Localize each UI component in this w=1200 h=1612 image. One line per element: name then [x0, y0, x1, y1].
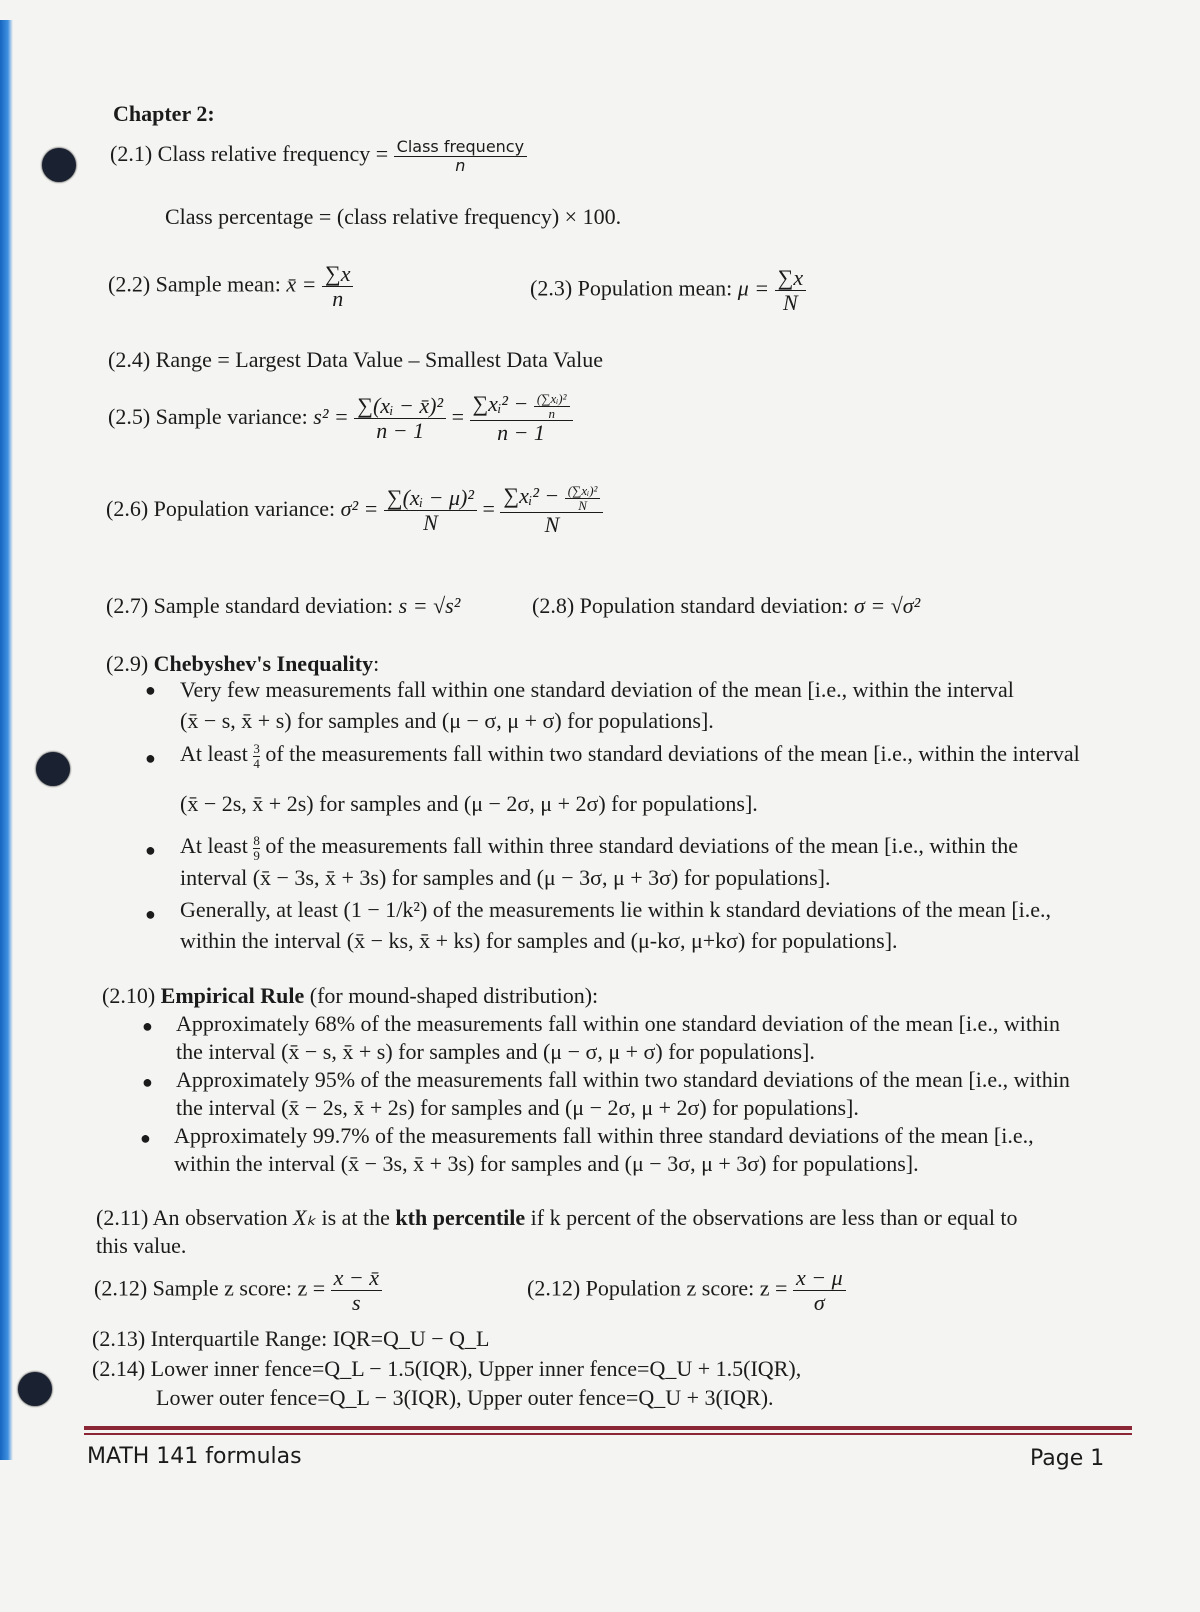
cheb-4-line-2: within the interval (x̄ − ks, x̄ + ks) for samples and (μ-kσ, μ+kσ) for populations]. [180, 928, 898, 953]
formula-2-11-line-2: this value. [96, 1233, 187, 1258]
formula-2-11-line-1: (2.11) An observation Xₖ is at the kth percentile if k percent of the observations are less than or equal to [96, 1205, 1018, 1230]
emp-2-line-1: Approximately 95% of the measurements fall within two standard deviations of the mean [i.e., within [176, 1067, 1070, 1092]
punch-hole-bottom [18, 1372, 52, 1406]
formula-2-10-heading: (2.10) Empirical Rule (for mound-shaped distribution): [102, 983, 599, 1008]
footer-title: MATH 141 formulas [87, 1444, 302, 1469]
cheb-3-line-2: interval (x̄ − 3s, x̄ + 3s) for samples and (μ − 3σ, μ + 3σ) for populations]. [180, 865, 831, 890]
formula-2-2: (2.2) Sample mean: x̄ = $\frac{\sum x}{n}$ [108, 262, 353, 311]
formula-2-8: (2.8) Population standard deviation: σ = √σ² [532, 593, 921, 618]
cheb-1-line-2: (x̄ − s, x̄ + s) for samples and (μ − σ, μ + σ) for populations]. [180, 708, 714, 733]
emp-2-line-2: the interval (x̄ − 2s, x̄ + 2s) for samples and (μ − 2σ, μ + 2σ) for populations]. [176, 1095, 859, 1120]
formula-2-12-population: (2.12) Population z score: z = $\frac{x - \mu}{\sigma}$ [527, 1266, 846, 1315]
formula-2-12-sample: (2.12) Sample z score: z = $\frac{x - x̄}{s}$ [94, 1266, 382, 1315]
bullet-icon: ● [145, 904, 156, 924]
formula-2-5: (2.5) Sample variance: s² = $\frac{\text{∑(xᵢ − x̄)²}}{n - 1}$ = ∑xᵢ² − $\frac{\text{(∑xᵢ)²}}{n}$ n − 1 [108, 392, 573, 445]
footer-rule-thick [84, 1426, 1132, 1430]
footer-rule-thin [84, 1433, 1132, 1435]
cheb-3-line-1: At least $\frac{8}{9}$ of the measurements fall within three standard deviations of the mean [i.e., within the [180, 833, 1018, 863]
cheb-1-line-1: Very few measurements fall within one standard deviation of the mean [i.e., within the interval [180, 677, 1014, 702]
formula-2-14-line-1: (2.14) Lower inner fence=Q_L − 1.5(IQR), Upper inner fence=Q_U + 1.5(IQR), [92, 1356, 802, 1381]
formula-class-percentage: Class percentage = (class relative frequency) × 100. [165, 204, 622, 229]
formula-2-14-line-2: Lower outer fence=Q_L − 3(IQR), Upper outer fence=Q_U + 3(IQR). [156, 1385, 774, 1410]
bullet-icon: ● [142, 1072, 153, 1092]
formula-2-4: (2.4) Range = Largest Data Value – Smallest Data Value [108, 347, 604, 372]
bullet-icon: ● [140, 1128, 151, 1148]
emp-1-line-2: the interval (x̄ − s, x̄ + s) for samples and (μ − σ, μ + σ) for populations]. [176, 1039, 815, 1064]
punch-hole-top [42, 148, 76, 182]
binder-edge [0, 20, 13, 1460]
bullet-icon: ● [145, 840, 156, 860]
cheb-4-line-1: Generally, at least (1 − 1/k²) of the measurements lie within k standard deviations of the mean [i.e., [180, 897, 1052, 922]
formula-2-7: (2.7) Sample standard deviation: s = √s² [106, 593, 461, 618]
formula-2-1: (2.1) Class relative frequency = $\frac{\text{Class frequency}}{n}$ [110, 138, 527, 174]
emp-3-line-2: within the interval (x̄ − 3s, x̄ + 3s) for samples and (μ − 3σ, μ + 3σ) for populations]. [174, 1151, 919, 1176]
formula-2-3: (2.3) Population mean: μ = $\frac{\sum x}{N}$ [530, 266, 806, 315]
cheb-2-line-2: (x̄ − 2s, x̄ + 2s) for samples and (μ − 2σ, μ + 2σ) for populations]. [180, 791, 758, 816]
bullet-icon: ● [145, 748, 156, 768]
page-number: Page 1 [1030, 1446, 1105, 1471]
formula-2-9-heading: (2.9) Chebyshev's Inequality: [106, 651, 380, 676]
emp-3-line-1: Approximately 99.7% of the measurements fall within three standard deviations of the mean [i.e., [174, 1123, 1034, 1148]
bullet-icon: ● [142, 1016, 153, 1036]
cheb-2-line-1: At least $\frac{3}{4}$ of the measurements fall within two standard deviations of the mean [i.e., within the interval [180, 741, 1080, 771]
emp-1-line-1: Approximately 68% of the measurements fall within one standard deviation of the mean [i.e., within [176, 1011, 1061, 1036]
formula-2-6: (2.6) Population variance: σ² = $\frac{\text{∑(xᵢ − μ)²}}{N}$ = ∑xᵢ² − $\frac{\text{(∑xᵢ)²}}{N}$ N [106, 484, 603, 537]
chapter-heading: Chapter 2: [113, 101, 215, 126]
punch-hole-middle [36, 752, 70, 786]
bullet-icon: ● [145, 680, 156, 700]
formula-2-13: (2.13) Interquartile Range: IQR=Q_U − Q_L [92, 1326, 490, 1351]
